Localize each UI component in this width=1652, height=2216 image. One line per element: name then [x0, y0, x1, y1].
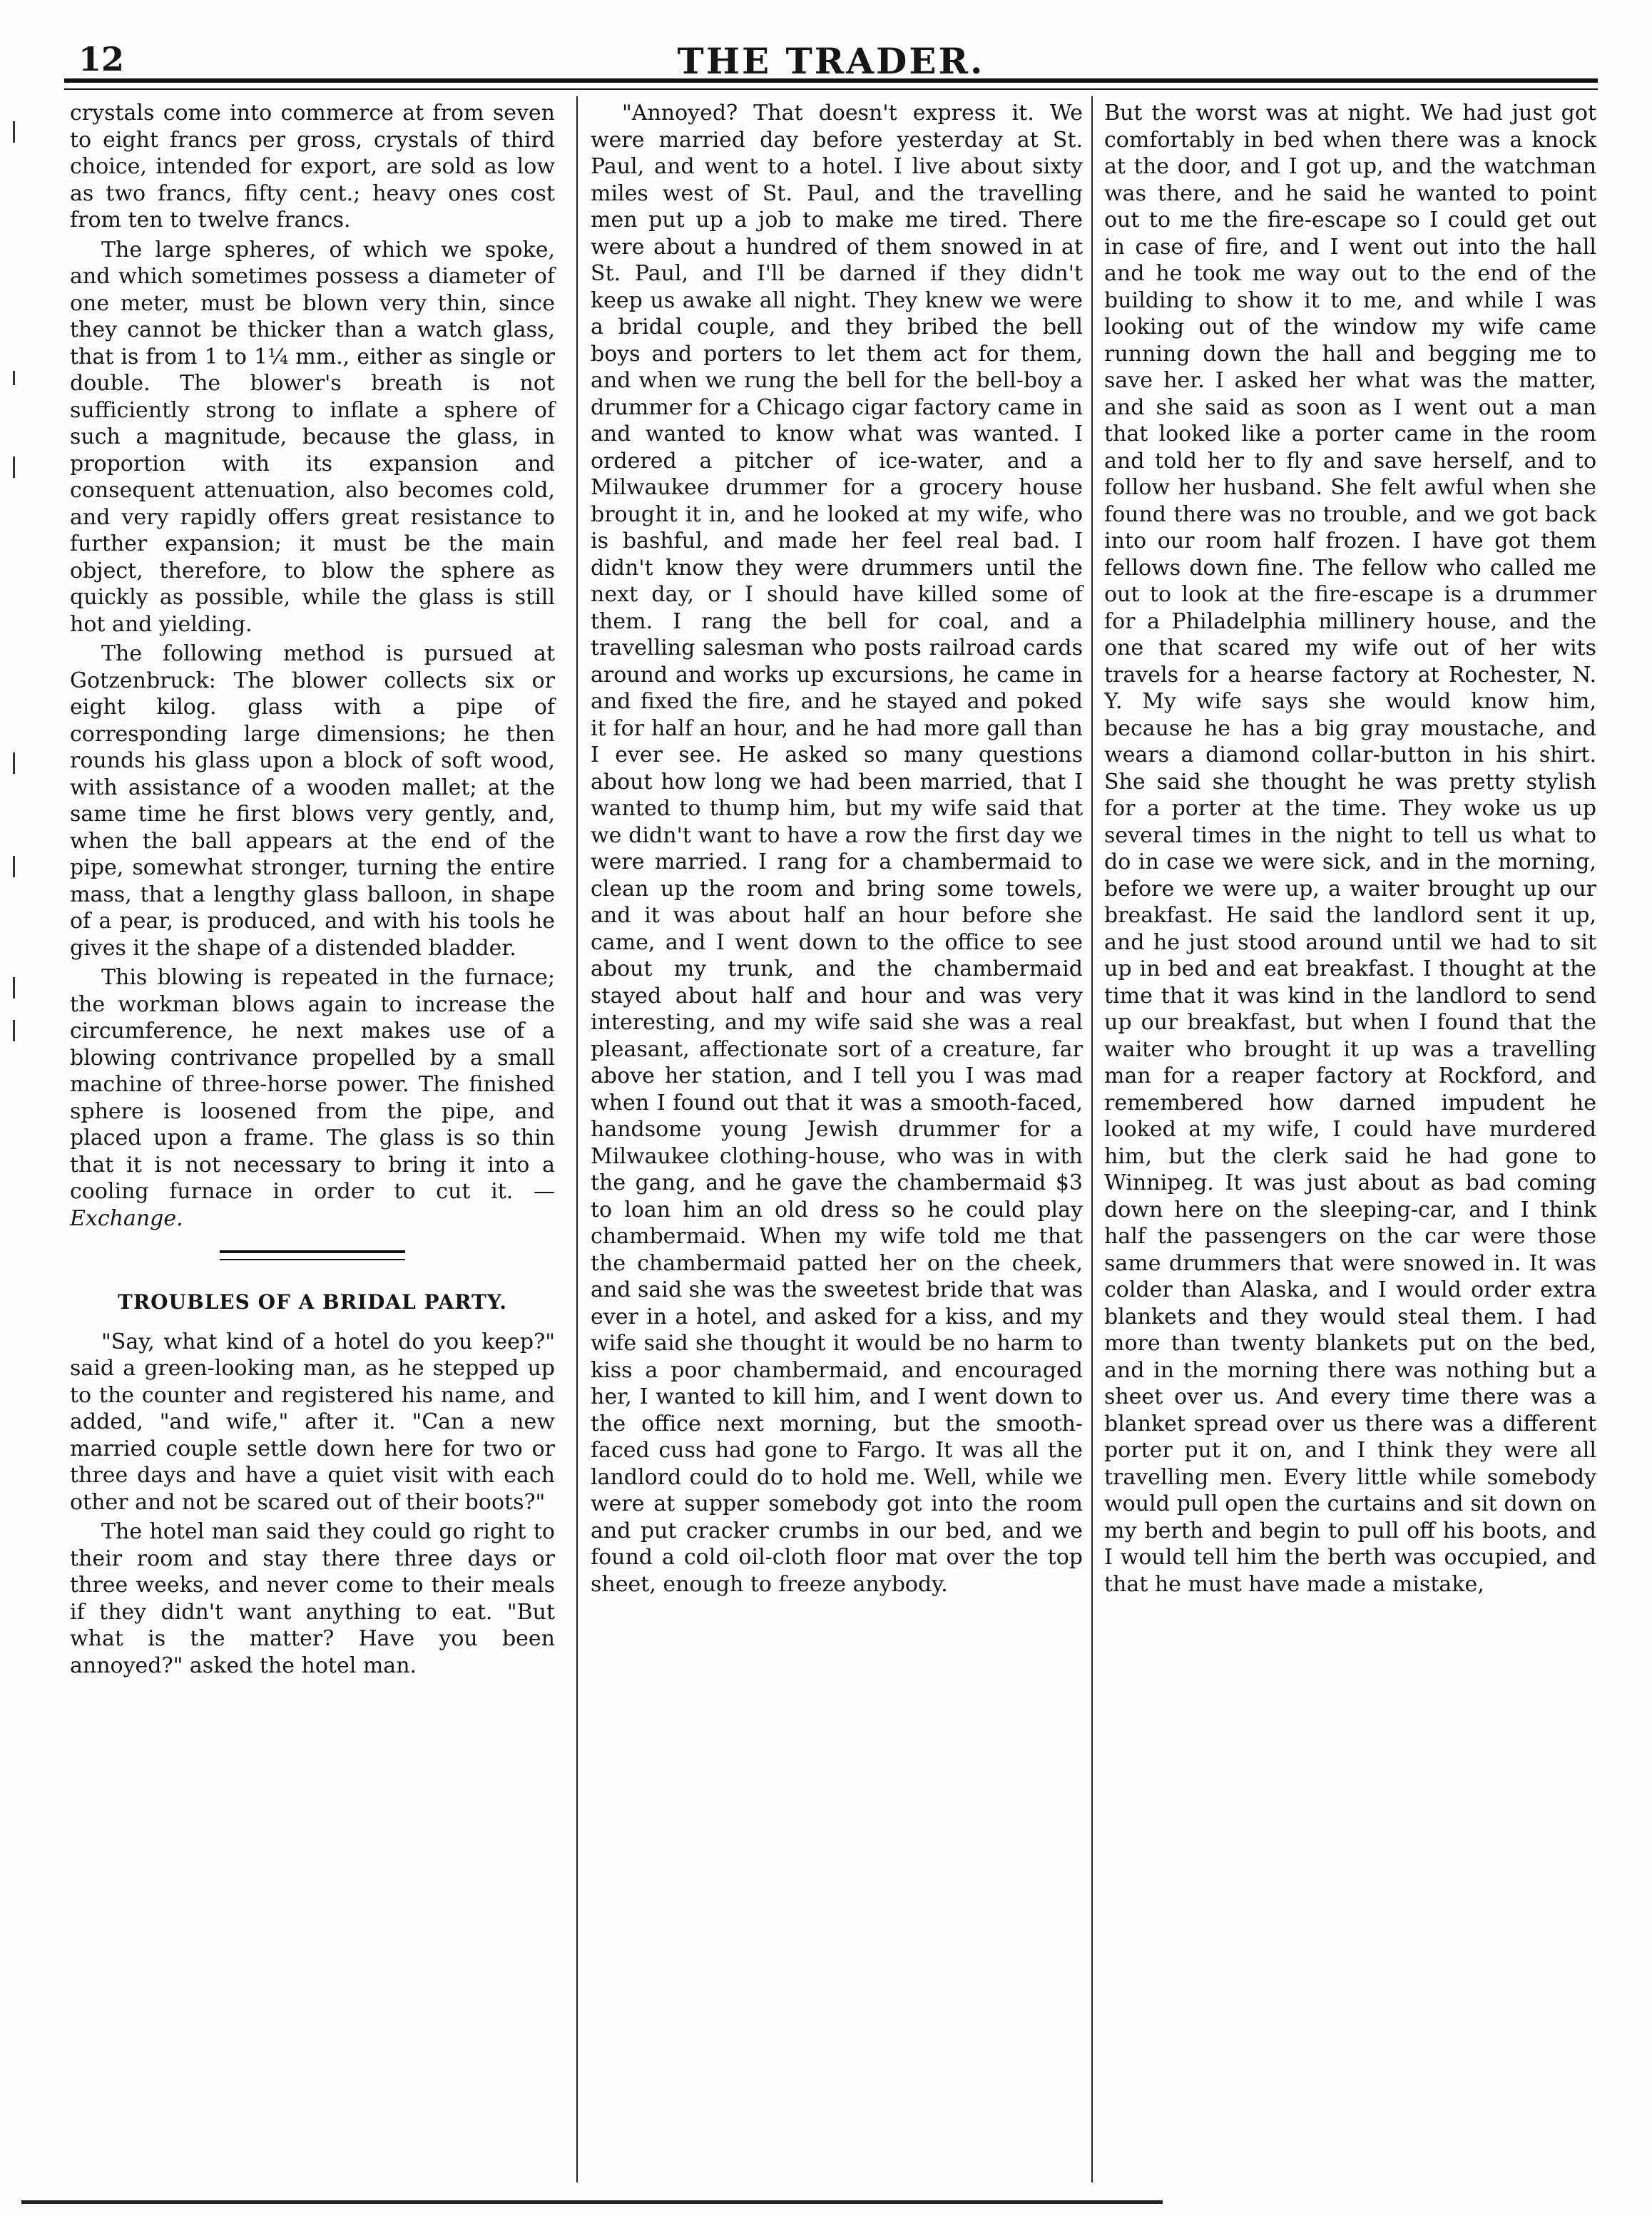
column-1	[70, 100, 555, 1682]
masthead-title: THE TRADER.	[677, 40, 985, 82]
page-number: 12	[78, 40, 125, 78]
column-3	[1104, 100, 1596, 1600]
paragraph: The following method is pursued at Gotzenbruck: The blower collects six or eight kilog. glass with a pipe of corresponding large dimensions; he then rounds his glass upon a block of soft wood, with assistance of a wooden mallet; at the same time he first blows very gently, and, when the ball appears at the end of the pipe, somewhat stronger, turning the entire mass, that a lengthy glass balloon, in shape of a pear, is produced, and with his tools he gives it the shape of a distended bladder.	[70, 641, 555, 961]
paragraph: The hotel man said they could go right to their room and stay there three days or three weeks, and never come to their meals if they didn't want anything to eat. "But what is the matter? Have you been annoyed?" asked the hotel man.	[70, 1519, 555, 1678]
paragraph: crystals come into commerce at from seven to eight francs per gross, crystals of third choice, intended for export, are sold as low as two francs, fifty cent.; heavy ones cost from ten to twelve francs.	[70, 101, 555, 233]
column-divider	[576, 96, 578, 2182]
column-divider	[1091, 96, 1093, 2182]
paragraph	[70, 964, 555, 1232]
margin-mark	[13, 1020, 15, 1041]
margin-mark	[13, 856, 15, 877]
margin-mark	[13, 121, 15, 143]
paragraph-text: This blowing is repeated in the furnace; the workman blows again to increase the circumference, he next makes use of a blowing contrivance propelled by a small machine of three-horse power. The finished sphere is loosened from the pipe, and placed upon a frame. The glass is so thin that it is not necessary to bring it into a cooling furnace in order to cut it.	[70, 965, 555, 1204]
section-rule-thin	[220, 1259, 405, 1260]
footer-rule	[21, 2200, 1163, 2204]
column-2	[591, 100, 1083, 1600]
margin-mark	[13, 977, 15, 999]
source-credit: —Exchange.	[70, 1179, 556, 1231]
header-rule-thin	[64, 88, 1598, 90]
paragraph: "Say, what kind of a hotel do you keep?" said a green-looking man, as he stepped up to the counter and registered his name, and added, "and wife," after it. "Can a new married couple settle down here for two or three days and have a quiet visit with each other and not be scared out of their boots?"	[70, 1329, 555, 1515]
paragraph: But the worst was at night. We had just got comfortably in bed when there was a knock at the door, and I got up, and the watchman was there, and he said he wanted to point out to me the fire-escape so I could get out in case of fire, and I went out into the hall and he took me way out to the end of the building to show it to me, and while I was looking out of the window my wife came running down the hall and begging me to save her. I asked her what was the matter, and she said as soon as I went out a man that looked like a porter came in the room and told her to fly and save herself, and to follow her husband. She felt awful when she found there was no trouble, and we got back into our room half frozen. I have got them fellows down fine. The fellow who called me out to look at the fire-escape is a drummer for a Philadelphia millinery house, and the one that scared my wife out of her wits travels for a hearse factory at Rochester, N. Y. My wife says she would know him, because he has a big gray moustache, and wears a diamond collar-button in his shirt. She said she thought he was pretty stylish for a porter at the time. They woke us up several times in the night to tell us what to do in case we were sick, and in the morning, before we were up, a waiter brought up our breakfast. He said the landlord sent it up, and he just stood around until we had to sit up in bed and eat breakfast. I thought at the time that it was kind in the landlord to send up our breakfast, but when I found that the waiter who brought it up was a travelling man for a reaper factory at Rockford, and remembered how darned impudent he looked at my wife, I could have murdered him, but the clerk said he had gone to Winnipeg. It was just about as bad coming down here on the sleeping-car, and I think half the passengers on the car were those same drummers that were snowed in. It was colder than Alaska, and I would order extra blankets and they would steal them. I had more than twenty blankets put on the bed, and in the morning there was nothing but a sheet over us. And every time there was a blanket spread over us there was a different porter put it on, and I think they were all travelling men. Every little while somebody would pull open the curtains and sit down on my berth and begin to pull off his boots, and I would tell him the berth was occupied, and that he must have made a mistake,	[1104, 101, 1596, 1597]
page-header	[64, 36, 1598, 93]
margin-mark	[13, 752, 15, 774]
paragraph: The large spheres, of which we spoke, and which sometimes possess a diameter of one meter, must be blown very thin, since they cannot be thicker than a watch glass, that is from 1 to 1¼ mm., either as single or double. The blower's breath is not sufficiently strong to inflate a sphere of such a magnitude, because the glass, in proportion with its expansion and consequent attenuation, also becomes cold, and very rapidly offers great resistance to further expansion; it must be the main object, therefore, to blow the sphere as quickly as possible, while the glass is still hot and yielding.	[70, 237, 555, 637]
header-rule-thick	[64, 78, 1598, 83]
margin-mark	[13, 371, 15, 385]
margin-mark	[13, 456, 15, 478]
section-rule-thick	[220, 1250, 405, 1253]
paragraph: "Annoyed? That doesn't express it. We were married day before yesterday at St. Paul, and went to a hotel. I live about sixty miles west of St. Paul, and the travelling men put up a job to make me tired. There were about a hundred of them snowed in at St. Paul, and I'll be darned if they didn't keep us awake all night. They knew we were a bridal couple, and they bribed the bell boys and porters to let them act for them, and when we rung the bell for the bell-boy a drummer for a Chicago cigar factory came in and wanted to know what was wanted. I ordered a pitcher of ice-water, and a Milwaukee drummer for a grocery house brought it in, and he looked at my wife, who is bashful, and made her feel real bad. I didn't know they were drummers until the next day, or I should have killed some of them. I rang the bell for coal, and a travelling salesman who posts railroad cards around and works up excursions, he came in and fixed the fire, and he stayed and poked it for half an hour, and he had more gall than I ever see. He asked so many questions about how long we had been married, that I wanted to thump him, but my wife said that we didn't want to have a row the first day we were married. I rang for a chambermaid to clean up the room and bring some towels, and it was about half an hour before she came, and I went down to the office to see about my trunk, and the chambermaid stayed about half and hour and was very interesting, and my wife said she was a real pleasant, affectionate sort of a creature, far above her station, and I tell you I was mad when I found out that it was a smooth-faced, handsome young Jewish drummer for a Milwaukee clothing-house, who was in with the gang, and he gave the chambermaid $3 to loan him an old dress so he could play chambermaid. When my wife told me that the chambermaid patted her on the cheek, and said she was the sweetest bride that was ever in a hotel, and asked for a kiss, and my wife said she thought it would be no harm to kiss a poor chambermaid, and encouraged her, I wanted to kill him, and I went down to the office next morning, but the smooth-faced cuss had gone to Fargo. It was all the landlord could do to hold me. Well, while we were at supper somebody got into the room and put cracker crumbs in our bed, and we found a cold oil-cloth floor mat over the top sheet, enough to freeze anybody.	[591, 101, 1083, 1597]
article-title: TROUBLES OF A BRIDAL PARTY.	[117, 1290, 508, 1314]
